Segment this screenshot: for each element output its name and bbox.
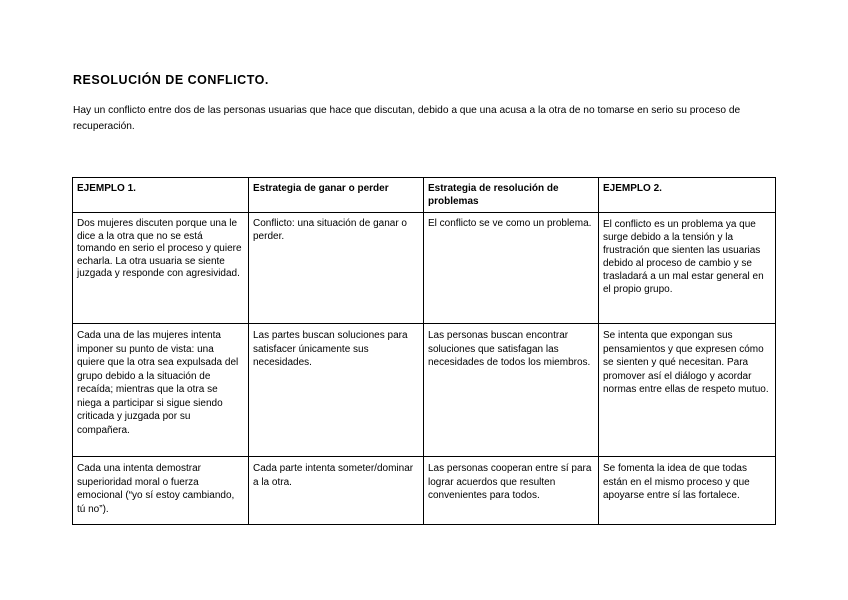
table-cell: Las personas cooperan entre sí para lograr acuerdos que resulten convenientes para todos.: [424, 457, 599, 525]
table-cell: Las partes buscan soluciones para satisfacer únicamente sus necesidades.: [249, 324, 424, 457]
header-ganar-perder: Estrategia de ganar o perder: [249, 178, 424, 213]
table-cell: Cada parte intenta someter/dominar a la otra.: [249, 457, 424, 525]
table-row: [73, 213, 776, 324]
table-cell: Dos mujeres discuten porque una le dice a la otra que no se está tomando en serio el proceso y quiere echarla. La otra usuaria se siente juzgada y responde con agresividad.: [73, 213, 249, 324]
table-cell: El conflicto es un problema ya que surge debido a la tensión y la frustración que sienten las usuarias debido al proceso de cambio y se trasladará a un mal estar general en el propio grupo.: [599, 213, 776, 324]
intro-paragraph: Hay un conflicto entre dos de las personas usuarias que hace que discutan, debido a que una acusa a la otra de no tomarse en serio su proceso de recuperación.: [73, 105, 741, 132]
table-cell: Las personas buscan encontrar soluciones que satisfagan las necesidades de todos los miembros.: [424, 324, 599, 457]
table-cell: Conflicto: una situación de ganar o perder.: [249, 213, 424, 324]
table-cell: Se fomenta la idea de que todas están en el mismo proceso y que apoyarse entre sí las fortalece.: [599, 457, 776, 525]
document-title: RESOLUCIÓN DE CONFLICTO.: [73, 73, 269, 87]
header-ejemplo-1: EJEMPLO 1.: [73, 178, 249, 213]
table-cell: El conflicto se ve como un problema.: [424, 213, 599, 324]
conflict-strategies-table: [72, 177, 776, 525]
table-cell: Cada una de las mujeres intenta imponer su punto de vista: una quiere que la otra sea expulsada del grupo debido a la situación de recaída; mientras que la otra se niega a participar si sigue siendo criticada y juzgada por su compañera.: [73, 324, 249, 457]
header-ejemplo-2: EJEMPLO 2.: [599, 178, 776, 213]
table-row: [73, 457, 776, 525]
table-header-row: [73, 178, 776, 213]
table-row: [73, 324, 776, 457]
table-cell: Cada una intenta demostrar superioridad moral o fuerza emocional (“yo sí estoy cambiando, tú no”).: [73, 457, 249, 525]
header-resolucion-problemas: Estrategia de resolución de problemas: [424, 178, 599, 213]
table-cell: Se intenta que expongan sus pensamientos y que expresen cómo se sienten y qué necesitan. Para promover así el diálogo y acordar normas entre ellas de respeto mutuo.: [599, 324, 776, 457]
